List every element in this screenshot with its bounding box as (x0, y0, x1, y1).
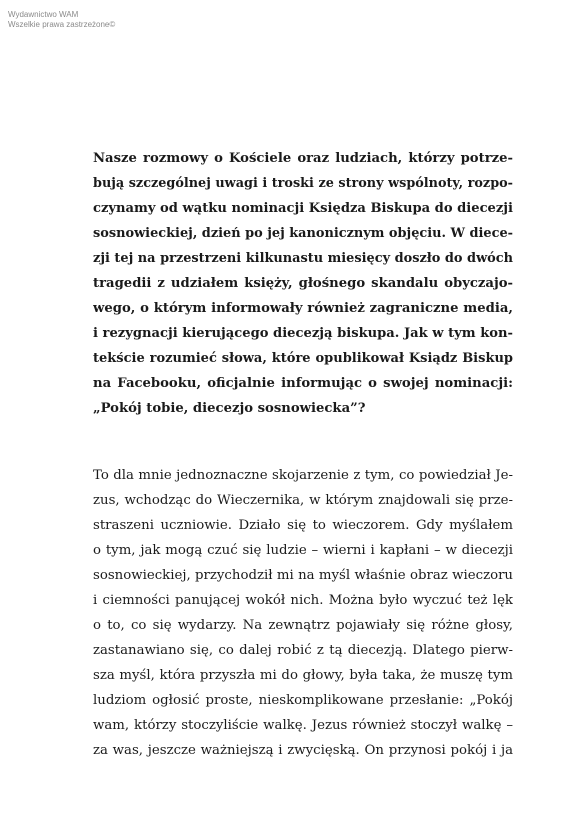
answer-line: o tym, jak mogą czuć się ludzie – wierni i kapłani – w diecezji (93, 543, 513, 558)
answer-line: sosnowieckiej, przychodził mi na myśl właśnie obraz wieczoru (93, 568, 513, 583)
question-line: sosnowieckiej, dzień po jej kanonicznym objęciu. W diece- (93, 226, 513, 241)
question-line: tekście rozumieć słowa, które opublikował Ksiądz Biskup (93, 351, 513, 366)
question-line: bują szczególnej uwagi i troski ze strony wspólnoty, rozpo- (93, 176, 513, 191)
answer-line: za was, jeszcze ważniejszą i zwycięską. On przynosi pokój i ja (93, 743, 513, 758)
publisher-name: Wydawnictwo WAM (8, 10, 79, 19)
interview-question (93, 146, 513, 421)
copyright-notice: Wszelkie prawa zastrzeżone© (8, 20, 116, 29)
answer-line: i ciemności panującej wokół nich. Można było wyczuć też lęk (93, 593, 513, 608)
question-line: Nasze rozmowy o Kościele oraz ludziach, którzy potrze- (93, 151, 513, 166)
page-header (8, 10, 115, 30)
question-line: czynamy od wątku nominacji Księdza Biskupa do diecezji (93, 201, 513, 216)
question-line: wego, o którym informowały również zagraniczne media, (93, 301, 513, 316)
answer-line: ludziom ogłosić proste, nieskomplikowane przesłanie: „Pokój (93, 693, 513, 708)
answer-line: zastanawiano się, co dalej robić z tą diecezją. Dlatego pierw- (93, 643, 513, 658)
answer-line: sza myśl, która przyszła mi do głowy, była taka, że muszę tym (93, 668, 513, 683)
question-line: zji tej na przestrzeni kilkunastu miesięcy doszło do dwóch (93, 251, 513, 266)
answer-line: To dla mnie jednoznaczne skojarzenie z tym, co powiedział Je- (93, 468, 513, 483)
question-line: „Pokój tobie, diecezjo sosnowiecka”? (93, 401, 366, 416)
question-line: na Facebooku, oficjalnie informując o swojej nominacji: (93, 376, 513, 391)
answer-line: wam, którzy stoczyliście walkę. Jezus również stoczył walkę – (93, 718, 513, 733)
question-line: tragedii z udziałem księży, głośnego skandalu obyczajo- (93, 276, 513, 291)
page-content (93, 146, 513, 763)
answer-line: o to, co się wydarzy. Na zewnątrz pojawiały się różne głosy, (93, 618, 513, 633)
interview-answer (93, 463, 513, 763)
question-line: i rezygnacji kierującego diecezją biskupa. Jak w tym kon- (93, 326, 513, 341)
answer-line: zus, wchodząc do Wieczernika, w którym znajdowali się prze- (93, 493, 513, 508)
answer-line: straszeni uczniowie. Działo się to wieczorem. Gdy myślałem (93, 518, 513, 533)
